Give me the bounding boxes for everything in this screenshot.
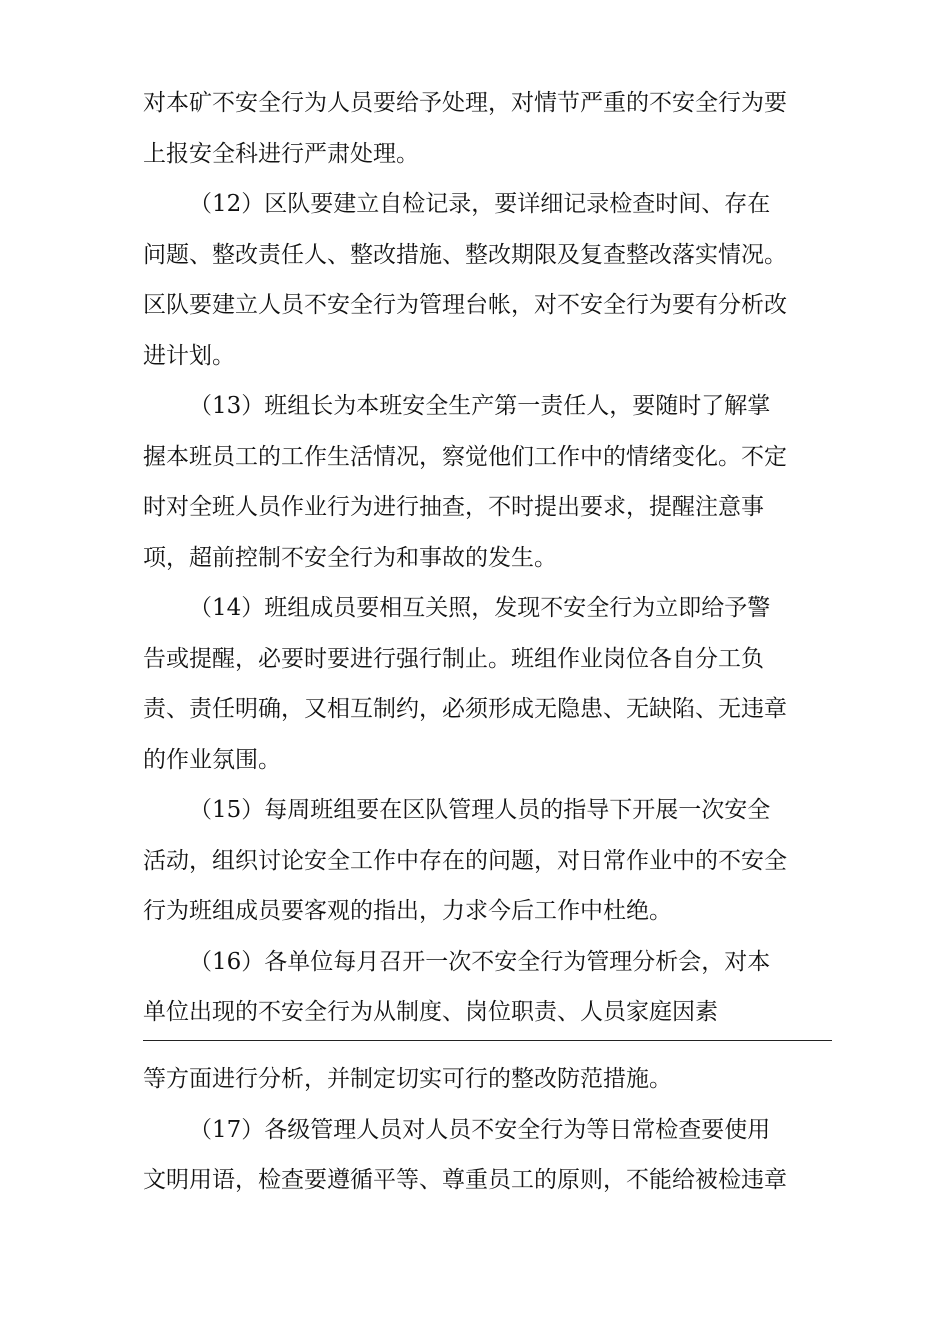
text-line: 问题、整改责任人、整改措施、整改期限及复查整改落实情况。 — [143, 241, 787, 268]
text-line: 进计划。 — [143, 342, 235, 369]
text-line: 对本矿不安全行为人员要给予处理，对情节严重的不安全行为要 — [143, 90, 787, 116]
text-line: 文明用语，检查要遵循平等、尊重员工的原则，不能给被检违章 — [143, 1167, 787, 1193]
text-line: 上报安全科进行严肃处理。 — [143, 140, 419, 167]
body-text-lower — [143, 1054, 833, 1206]
text-line: （13）班组长为本班安全生产第一责任人，要随时了解掌 — [189, 393, 771, 419]
text-line: 行为班组成员要客观的指出，力求今后工作中杜绝。 — [143, 898, 672, 924]
text-line: 活动，组织讨论安全工作中存在的问题，对日常作业中的不安全 — [143, 847, 787, 874]
text-line: 时对全班人员作业行为进行抽查，不时提出要求，提醒注意事 — [143, 494, 764, 520]
page-divider — [143, 1040, 832, 1041]
text-line: （17）各级管理人员对人员不安全行为等日常检查要使用 — [189, 1116, 771, 1143]
text-line: 告或提醒，必要时要进行强行制止。班组作业岗位各自分工负 — [143, 645, 764, 672]
text-line: 区队要建立人员不安全行为管理台帐，对不安全行为要有分析改 — [143, 292, 787, 318]
text-line: 握本班员工的工作生活情况，察觉他们工作中的情绪变化。不定 — [143, 443, 787, 470]
text-line: （14）班组成员要相互关照，发现不安全行为立即给予警 — [189, 595, 771, 621]
text-line: 项，超前控制不安全行为和事故的发生。 — [143, 544, 557, 571]
text-line: 的作业氛围。 — [143, 746, 281, 773]
text-line: （16）各单位每月召开一次不安全行为管理分析会，对本 — [189, 948, 771, 975]
body-text-upper — [143, 78, 833, 1038]
text-line: 单位出现的不安全行为从制度、岗位职责、人员家庭因素 — [143, 999, 718, 1025]
text-line: （12）区队要建立自检记录，要详细记录检查时间、存在 — [189, 191, 771, 217]
text-line: （15）每周班组要在区队管理人员的指导下开展一次安全 — [189, 797, 771, 823]
text-line: 等方面进行分析，并制定切实可行的整改防范措施。 — [143, 1066, 672, 1092]
text-line: 责、责任明确，又相互制约，必须形成无隐患、无缺陷、无违章 — [143, 696, 787, 722]
